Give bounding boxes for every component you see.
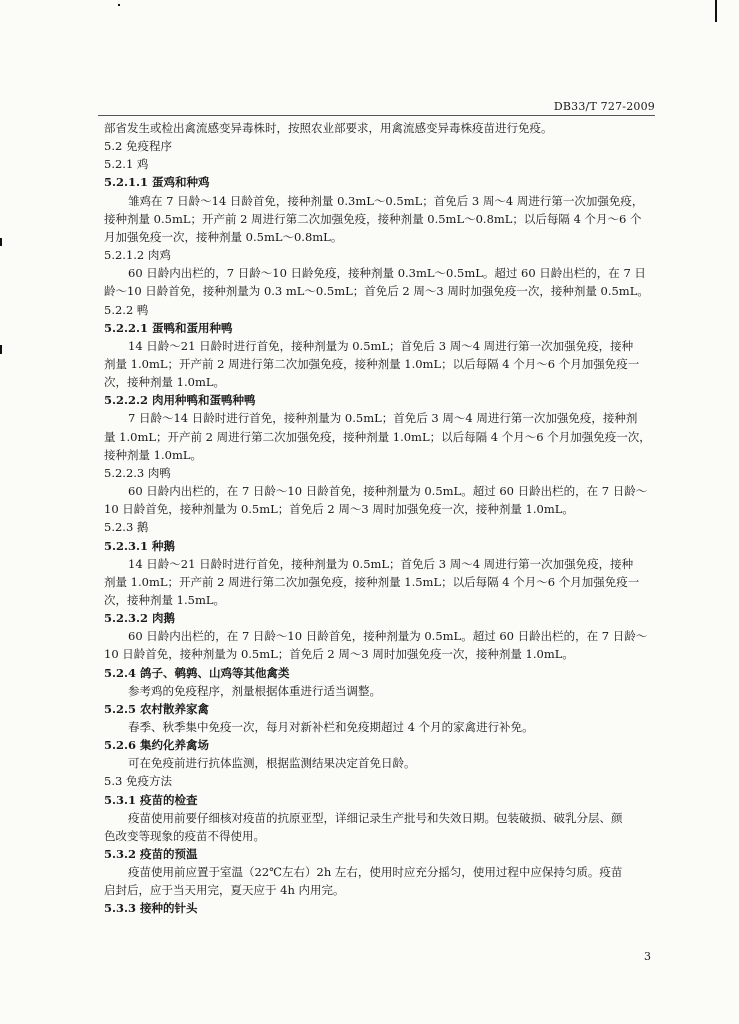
page-number: 3 (644, 950, 651, 963)
text-line: 5.2.3.2 肉鹅 (104, 611, 176, 625)
text-line: 10 日龄首免，接种剂量为 0.5mL；首免后 2 周～3 周时加强免疫一次，接种剂量 1.0mL。 (104, 647, 574, 662)
text-line: 10 日龄首免，接种剂量为 0.5mL；首免后 2 周～3 周时加强免疫一次，接种剂量 1.0mL。 (104, 502, 574, 517)
text-line: 5.3 免疫方法 (104, 774, 172, 789)
text-line: 参考鸡的免疫程序，剂量根据体重进行适当调整。 (128, 683, 381, 698)
text-line: 5.3.1 疫苗的检查 (104, 792, 198, 807)
text-line: 5.2.4 鸽子、鹌鹑、山鸡等其他禽类 (104, 665, 290, 680)
text-line: 14 日龄～21 日龄时进行首免，接种剂量为 0.5mL；首免后 3 周～4 周进行第一次加强免疫，接种 (128, 556, 634, 571)
text-line: 5.2.1.1 蛋鸡和种鸡 (104, 175, 210, 190)
text-line: 疫苗使用前要仔细核对疫苗的抗原亚型，详细记录生产批号和失效日期。包装破损、破乳分层、颜 (128, 810, 623, 825)
text-line: 可在免疫前进行抗体监测，根据监测结果决定首免日龄。 (128, 756, 416, 771)
text-line: 5.2.3 鹅 (104, 520, 149, 535)
text-line: 次，接种剂量 1.0mL。 (104, 375, 225, 390)
text-line: 5.3.3 接种的针头 (104, 901, 198, 916)
text-line: 剂量 1.0mL；开产前 2 周进行第二次加强免疫，接种剂量 1.0mL；以后每隔 4 个月～6 个月加强免疫一 (104, 356, 640, 371)
text-line: 60 日龄内出栏的，在 7 日龄～10 日龄首免，接种剂量为 0.5mL。超过 60 日龄出栏的，在 7 日龄～ (128, 484, 648, 498)
text-line: 接种剂量 0.5mL；开产前 2 周进行第二次加强免疫，接种剂量 0.5mL～0.8mL；以后每隔 4 个月～6 个 (104, 211, 642, 226)
text-line: 量 1.0mL；开产前 2 周进行第二次加强免疫，接种剂量 1.0mL；以后每隔 4 个月～6 个月加强免疫一次， (104, 429, 651, 444)
text-line: 春季、秋季集中免疫一次，每月对新补栏和免疫期超过 4 个月的家禽进行补免。 (128, 719, 534, 734)
text-line: 疫苗使用前应置于室温（22℃左右）2h 左右，使用时应充分摇匀，使用过程中应保持匀质。疫苗 (128, 865, 623, 880)
header-rule (98, 115, 655, 116)
standard-number: DB33/T 727-2009 (553, 100, 655, 113)
text-line: 5.2.2.3 肉鸭 (104, 465, 171, 480)
text-line: 次，接种剂量 1.5mL。 (104, 592, 225, 607)
text-line: 剂量 1.0mL；开产前 2 周进行第二次加强免疫，接种剂量 1.5mL；以后每隔 4 个月～6 个月加强免疫一 (104, 574, 640, 589)
scan-mark-left-2 (0, 345, 2, 354)
text-line: 5.2.2 鸭 (104, 302, 149, 317)
text-line: 部省发生或检出禽流感变异毒株时，按照农业部要求，用禽流感变异毒株疫苗进行免疫。 (104, 121, 553, 135)
text-line: 5.2.5 农村散养家禽 (104, 701, 210, 716)
text-line: 5.3.2 疫苗的预温 (104, 847, 198, 861)
text-line: 60 日龄内出栏的，在 7 日龄～10 日龄首免，接种剂量为 0.5mL。超过 60 日龄出栏的，在 7 日龄～ (128, 629, 648, 644)
text-line: 7 日龄～14 日龄时进行首免，接种剂量为 0.5mL；首免后 3 周～4 周进行第一次加强免疫，接种剂 (128, 411, 638, 426)
text-line: 5.2.1.2 肉鸡 (104, 248, 171, 262)
scan-mark-top-dot (118, 4, 120, 6)
text-line: 龄～10 日龄首免，接种剂量为 0.3 mL～0.5mL；首免后 2 周～3 周时加强免疫一次，接种剂量 0.5mL。 (104, 284, 649, 299)
text-line: 5.2.1 鸡 (104, 157, 149, 172)
text-line: 启封后，应于当天用完，夏天应于 4h 内用完。 (104, 883, 345, 898)
text-line: 色改变等现象的疫苗不得使用。 (104, 828, 265, 843)
text-line: 60 日龄内出栏的，7 日龄～10 日龄免疫，接种剂量 0.3mL～0.5mL。超过 60 日龄出栏的，在 7 日 (128, 266, 646, 281)
text-line: 14 日龄～21 日龄时进行首免，接种剂量为 0.5mL；首免后 3 周～4 周进行第一次加强免疫，接种 (128, 338, 634, 353)
text-line: 5.2.2.2 肉用种鸭和蛋鸭种鸭 (104, 393, 256, 408)
scan-mark-left-1 (0, 238, 2, 246)
text-line: 接种剂量 1.0mL。 (104, 447, 202, 462)
text-line: 5.2 免疫程序 (104, 139, 172, 154)
scan-mark-top-right (715, 0, 717, 22)
text-line: 5.2.2.1 蛋鸭和蛋用种鸭 (104, 320, 233, 335)
text-line: 5.2.6 集约化养禽场 (104, 738, 210, 753)
text-line: 5.2.3.1 种鹅 (104, 538, 176, 553)
text-line: 雏鸡在 7 日龄～14 日龄首免，接种剂量 0.3mL～0.5mL；首免后 3 周～4 周进行第一次加强免疫， (128, 193, 644, 208)
text-line: 月加强免疫一次，接种剂量 0.5mL～0.8mL。 (104, 229, 343, 244)
